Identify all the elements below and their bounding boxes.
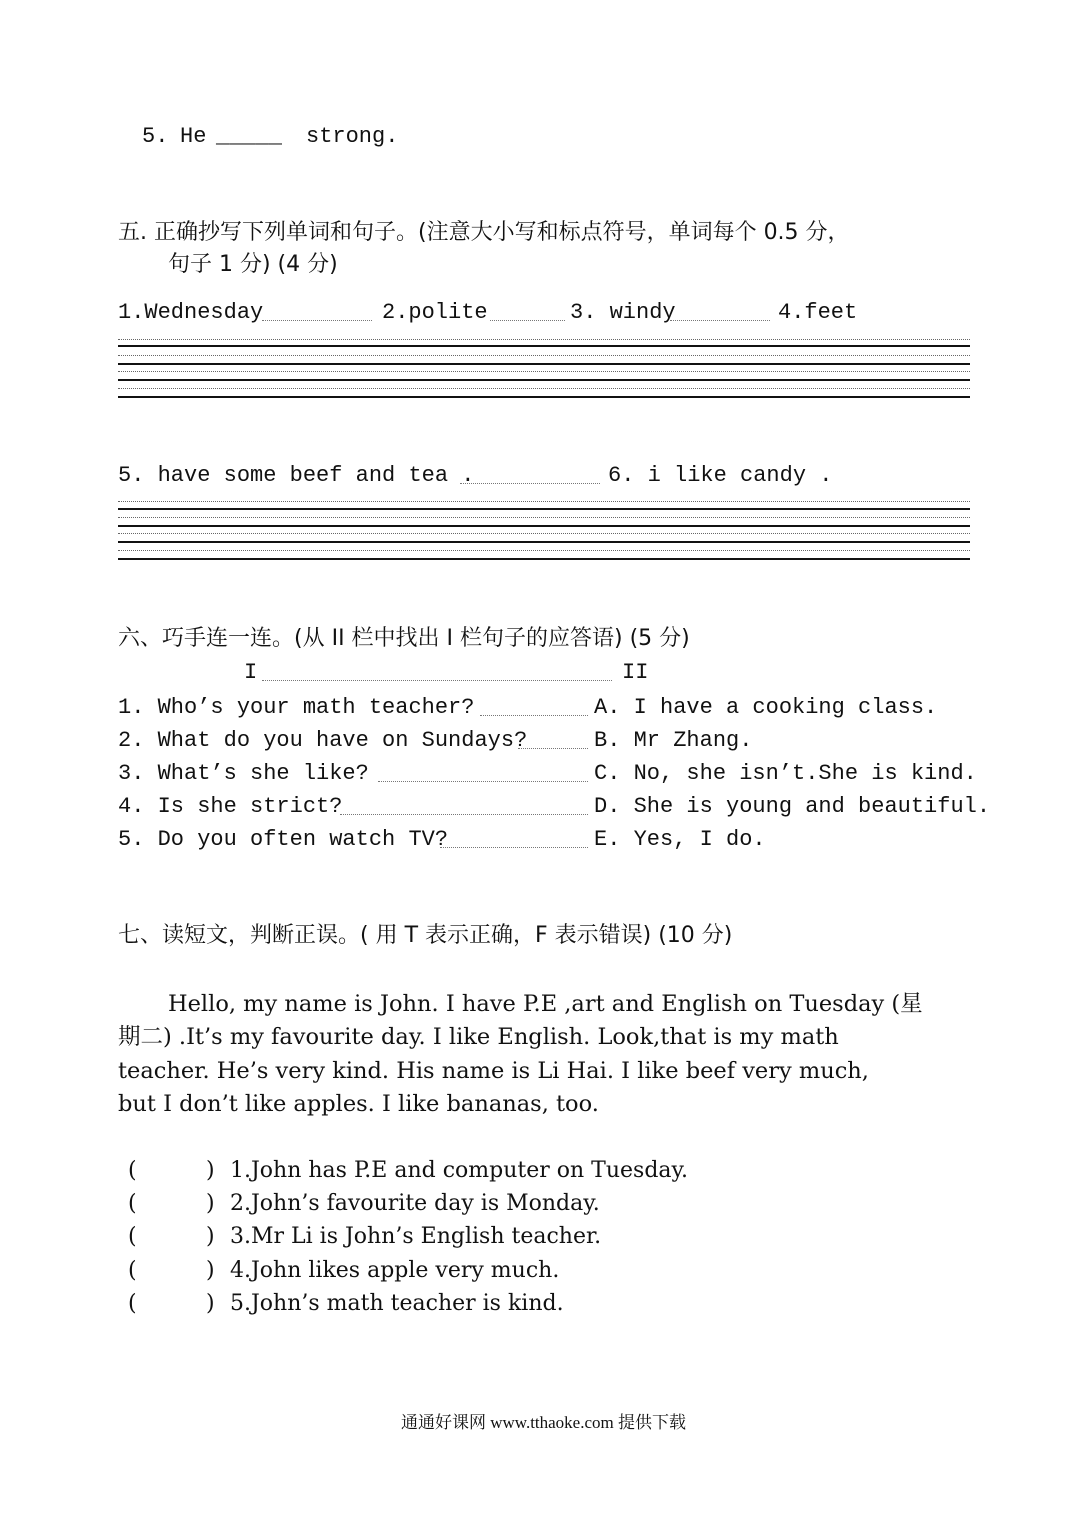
question-4[interactable]: 4. Is she strict?	[118, 794, 343, 819]
answer-d[interactable]: D. She is young and beautiful.	[594, 794, 991, 819]
section-5-title-line1: 五. 正确抄写下列单词和句子。(注意大小写和标点符号，单词每个 0.5 分，	[118, 220, 850, 245]
answer-bracket-open[interactable]: (	[128, 1258, 137, 1283]
answer-c[interactable]: C. No, she isn’t.She is kind.	[594, 761, 977, 786]
item-number: 5.	[142, 124, 169, 149]
tf-statement-2: 2.John’s favourite day is Monday.	[230, 1191, 600, 1216]
answer-bracket-close[interactable]: )	[206, 1258, 215, 1283]
dotted-leader	[460, 483, 600, 484]
tf-statement-1: 1.John has P.E and computer on Tuesday.	[230, 1158, 689, 1183]
answer-e[interactable]: E. Yes, I do.	[594, 827, 766, 852]
answer-bracket-open[interactable]: (	[128, 1191, 137, 1216]
tf-statement-3: 3.Mr Li is John’s English teacher.	[230, 1224, 602, 1249]
passage-line-1: Hello, my name is John. I have P.E ,art and English on Tuesday (星	[168, 991, 923, 1017]
dotted-leader	[262, 320, 372, 321]
column-2-header: II	[622, 660, 649, 685]
copy-word-4: 4.feet	[778, 300, 858, 325]
answer-bracket-open[interactable]: (	[128, 1224, 137, 1249]
item-text-before: He	[180, 124, 207, 149]
question-5[interactable]: 5. Do you often watch TV?	[118, 827, 449, 852]
copy-word-3: 3. windy	[570, 300, 676, 325]
answer-bracket-open[interactable]: (	[128, 1291, 137, 1316]
copy-sentence-6: 6. i like candy .	[608, 463, 833, 488]
copy-sentence-5: 5. have some beef and tea .	[118, 463, 475, 488]
dotted-leader	[490, 320, 565, 321]
answer-blank[interactable]: _____	[216, 124, 283, 149]
item-text-after: strong.	[306, 124, 399, 149]
dotted-leader	[670, 320, 770, 321]
tf-statement-5: 5.John’s math teacher is kind.	[230, 1291, 564, 1316]
answer-bracket-close[interactable]: )	[206, 1291, 215, 1316]
passage-line-3: teacher. He’s very kind. His name is Li Hai. I like beef very much,	[118, 1058, 869, 1084]
section-7-title: 七、读短文，判断正误。( 用 T 表示正确，F 表示错误) (10 分)	[118, 923, 733, 948]
question-3[interactable]: 3. What’s she like?	[118, 761, 369, 786]
answer-bracket-close[interactable]: )	[206, 1158, 215, 1183]
copy-word-2: 2.polite	[382, 300, 488, 325]
answer-bracket-open[interactable]: (	[128, 1158, 137, 1183]
answer-a[interactable]: A. I have a cooking class.	[594, 695, 938, 720]
tf-statement-4: 4.John likes apple very much.	[230, 1258, 560, 1283]
section-6-title: 六、巧手连一连。(从 II 栏中找出 I 栏句子的应答语) (5 分)	[118, 626, 690, 651]
question-1[interactable]: 1. Who’s your math teacher?	[118, 695, 475, 720]
column-1-header: I	[244, 660, 258, 685]
passage-line-4: but I don’t like apples. I like bananas, too.	[118, 1091, 599, 1117]
section-5-title-line2: 句子 1 分) (4 分)	[168, 252, 338, 277]
dotted-leader	[262, 680, 612, 681]
copy-word-1: 1.Wednesday	[118, 300, 264, 325]
answer-bracket-close[interactable]: )	[206, 1224, 215, 1249]
question-2[interactable]: 2. What do you have on Sundays?	[118, 728, 528, 753]
passage-line-2: 期二) .It’s my favourite day. I like English. Look,that is my math	[118, 1024, 839, 1050]
answer-b[interactable]: B. Mr Zhang.	[594, 728, 753, 753]
answer-bracket-close[interactable]: )	[206, 1191, 215, 1216]
page-footer: 通通好课网 www.tthaoke.com 提供下载	[400, 1413, 687, 1432]
